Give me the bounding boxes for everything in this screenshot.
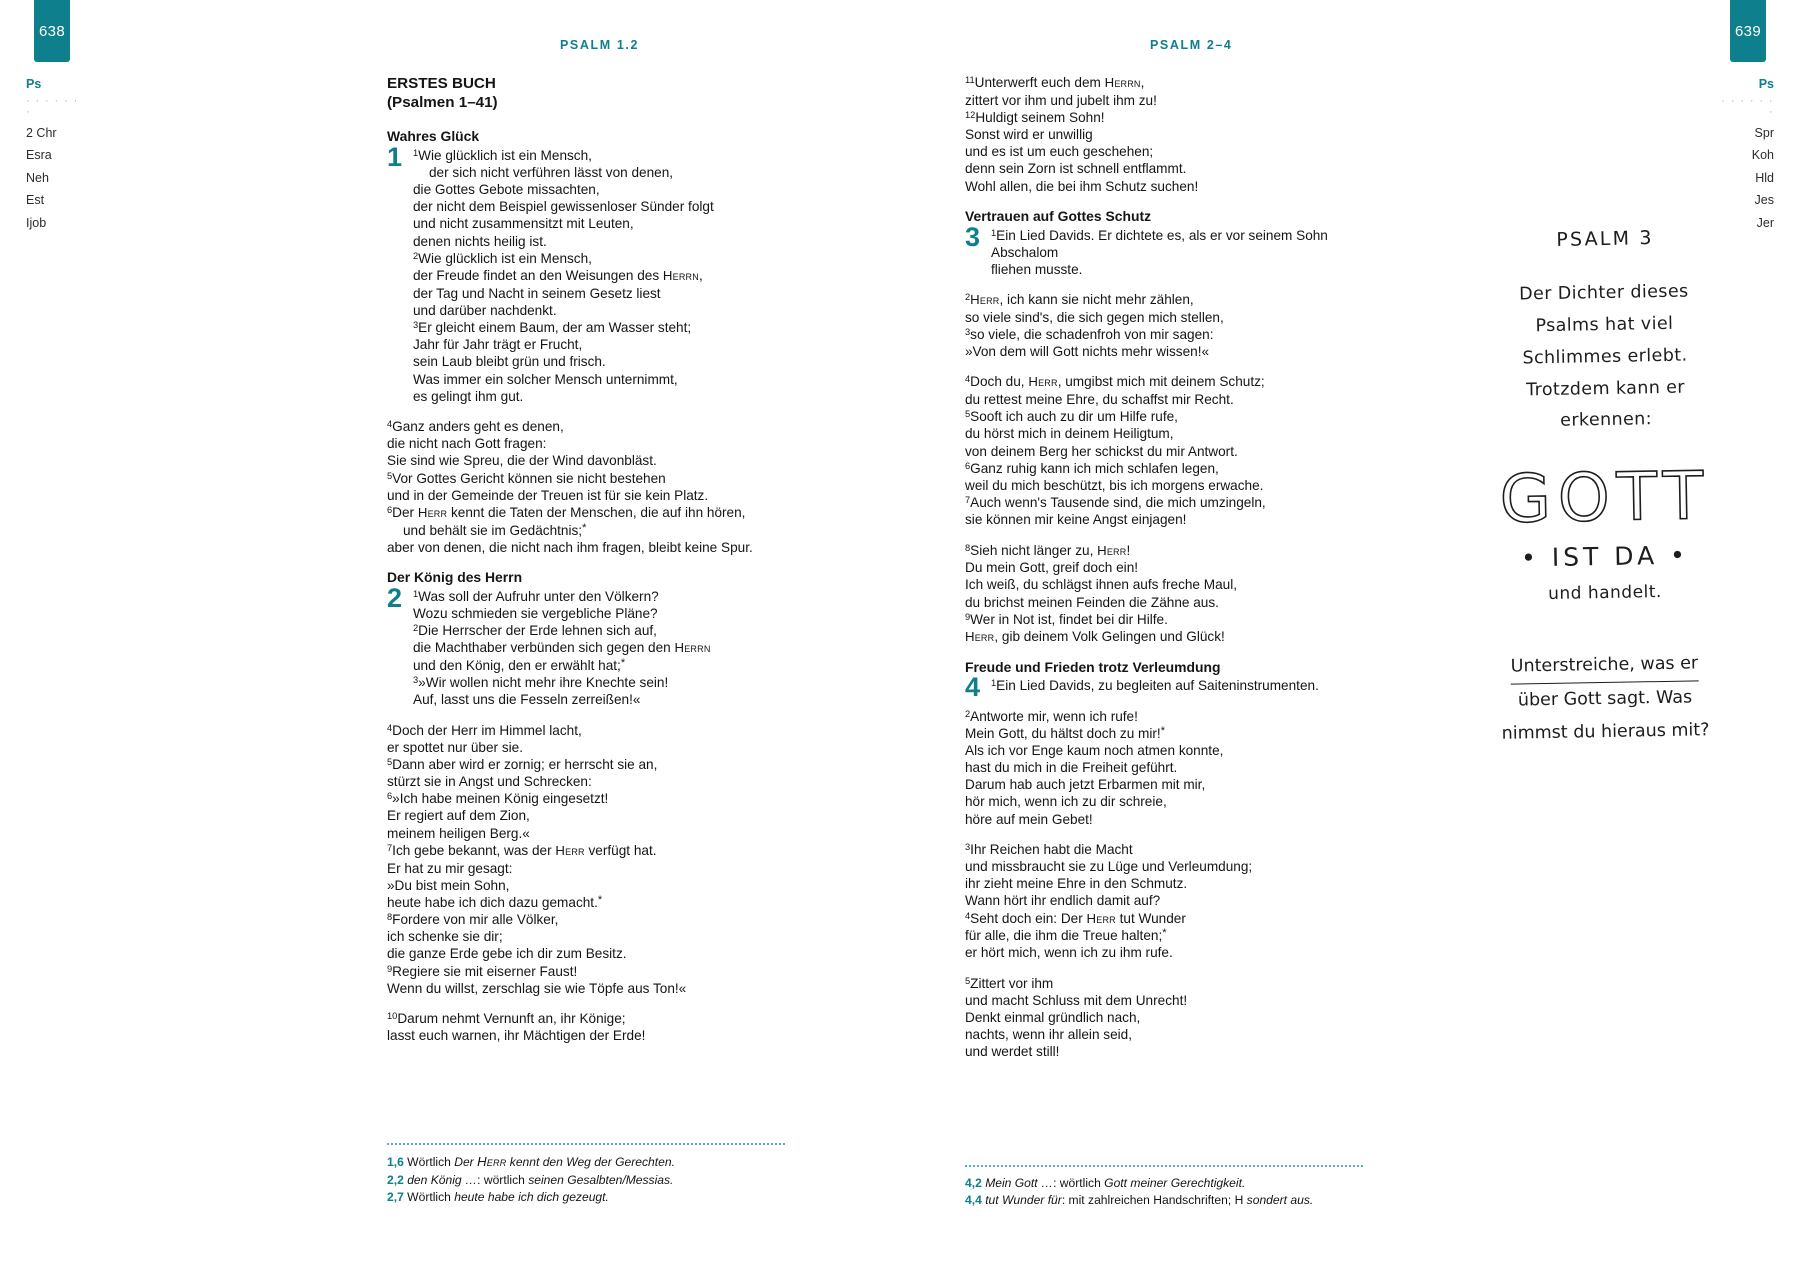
footnote-divider xyxy=(387,1143,785,1145)
verse-line: $^3$so viele, die schadenfroh von mir sagen: xyxy=(965,326,1214,342)
verse-line: er spottet nur über sie. xyxy=(387,739,524,755)
verse-line: Darum hab auch jetzt Erbarmen mit mir, xyxy=(965,777,1206,793)
verse-line: Ich weiß, du schlägst ihnen aufs freche Maul, xyxy=(965,577,1238,593)
book-index-current-right: Ps xyxy=(1758,77,1774,91)
verse-line: $^6$Der Herr kennt die Taten der Menschen, die auf ihn hören, xyxy=(387,504,746,520)
verse-line: $^3$»Wir wollen nicht mehr ihre Knechte sein! xyxy=(413,675,669,691)
verse-line: die Machthaber verbünden sich gegen den Herrn xyxy=(413,640,711,656)
side-note-question-underlined: Unterstreiche, was er xyxy=(1510,648,1698,686)
verse-line: du hörst mich in deinem Heiligtum, xyxy=(965,426,1174,442)
page-number-tab-left xyxy=(34,0,70,62)
verse-line: denn sein Zorn ist schnell entflammt. xyxy=(965,161,1187,177)
verse-group xyxy=(413,147,785,405)
book-index-item[interactable]: Spr xyxy=(1754,125,1774,140)
footnote-ref: 1,6 xyxy=(387,1155,404,1169)
verse-line: zittert vor ihm und jubelt ihm zu! xyxy=(965,92,1157,108)
verse-line: fliehen musste. xyxy=(991,261,1083,277)
verse-line: $^9$Wer in Not ist, findet bei dir Hilfe. xyxy=(965,611,1168,627)
text-column-left xyxy=(387,74,785,1044)
footnote-ref: 4,4 xyxy=(965,1193,982,1208)
book-index-item[interactable]: Jes xyxy=(1754,193,1774,207)
side-note-question xyxy=(1479,647,1731,750)
side-note-line: Schlimmes erlebt. xyxy=(1522,345,1688,369)
verse-line: du brichst meinen Feinden die Zähne aus. xyxy=(965,594,1219,610)
side-note-body xyxy=(1479,276,1732,440)
verse-line: $^9$Regiere sie mit eiserner Faust! xyxy=(387,963,578,979)
book-index-item[interactable]: Esra xyxy=(26,148,52,162)
verse-line: Herr, gib deinem Volk Gelingen und Glück! xyxy=(965,628,1225,644)
verse-line: und missbraucht sie zu Lüge und Verleumdung; xyxy=(965,859,1253,874)
footnote-ref: 4,2 xyxy=(965,1176,982,1190)
verse-line: Als ich vor Enge kaum noch atmen konnte, xyxy=(965,742,1224,758)
psalm-1-block xyxy=(387,141,785,405)
footnote-ref: 2,2 xyxy=(387,1172,404,1187)
book-title-line1: ERSTES BUCH xyxy=(387,75,496,92)
running-head-left: PSALM 1.2 xyxy=(560,38,639,52)
verse-line: $^{12}$Huldigt seinem Sohn! xyxy=(965,109,1105,125)
verse-line: Auf, lasst uns die Fesseln zerreißen!« xyxy=(413,692,641,708)
verse-line: der Tag und Nacht in seinem Gesetz liest xyxy=(413,285,661,301)
verse-group xyxy=(387,1010,785,1044)
verse-line: und macht Schluss mit dem Unrecht! xyxy=(965,992,1188,1008)
verse-line: die ganze Erde gebe ich dir zum Besitz. xyxy=(387,946,627,962)
verse-line: $^1$Was soll der Aufruhr unter den Völkern? xyxy=(413,588,659,604)
verse-line: $^4$Doch du, Herr, umgibst mich mit deinem Schutz; xyxy=(965,374,1265,390)
footnote-list-left xyxy=(387,1153,785,1206)
verse-line: Sonst wird er unwillig xyxy=(965,127,1093,143)
verse-line: $^3$Er gleicht einem Baum, der am Wasser steht; xyxy=(413,320,692,336)
verse-line: Was immer ein solcher Mensch unternimmt, xyxy=(413,371,678,387)
verse-line: der sich nicht verführen lässt von denen, xyxy=(429,164,674,180)
psalm-number: 1 xyxy=(387,141,403,172)
verse-line: ihr zieht meine Ehre in den Schmutz. xyxy=(965,876,1188,892)
verse-line: $^8$Fordere von mir alle Völker, xyxy=(387,912,559,928)
verse-line: Du mein Gott, greif doch ein! xyxy=(965,560,1139,576)
psalm-4-block xyxy=(965,672,1363,703)
verse-line: Er hat zu mir gesagt: xyxy=(387,860,513,876)
side-note-subheadline: • IST DA • xyxy=(1520,540,1690,573)
book-index-item[interactable]: Koh xyxy=(1751,148,1774,162)
footnotes-left xyxy=(387,1143,785,1206)
book-index-left xyxy=(26,78,80,239)
verse-line: $^2$Wie glücklich ist ein Mensch, xyxy=(413,250,592,266)
footnote: 4,4 tut Wunder für: mit zahlreichen Handschriften; H sondert aus. xyxy=(965,1193,1314,1208)
verse-line: Er regiert auf dem Zion, xyxy=(387,808,530,824)
verse-group xyxy=(965,841,1363,962)
running-head-right: PSALM 2–4 xyxy=(1150,38,1233,52)
verse-line: der Freude findet an den Weisungen des Herrn, xyxy=(413,268,703,283)
book-index-item[interactable]: Hld xyxy=(1755,170,1774,185)
verse-line: $^4$Ganz anders geht es denen, xyxy=(387,419,564,434)
verse-line: und behält sie im Gedächtnis;* xyxy=(403,521,587,538)
book-index-item[interactable]: 2 Chr xyxy=(26,125,57,140)
footnote: 1,6 Wörtlich Der Herr kennt den Weg der Gerechten. xyxy=(387,1154,675,1169)
side-note-line: Trotzdem kann er xyxy=(1525,377,1686,400)
verse-line: du rettest meine Ehre, du schaffst mir Recht. xyxy=(965,392,1234,407)
verse-line: für alle, die ihm die Treue halten;* xyxy=(965,927,1167,944)
verse-line: meinem heiligen Berg.« xyxy=(387,825,530,841)
verse-line: von deinem Berg her schickst du mir Antwort. xyxy=(965,443,1238,459)
verse-group xyxy=(387,722,785,998)
verse-line: $^2$Herr, ich kann sie nicht mehr zählen, xyxy=(965,292,1194,308)
verse-line: Mein Gott, du hältst doch zu mir!* xyxy=(965,724,1165,741)
side-note-line: Psalms hat viel xyxy=(1535,313,1674,337)
verse-line: denen nichts heilig ist. xyxy=(413,233,547,249)
side-note-question-line: über Gott sagt. Was xyxy=(1517,688,1693,712)
book-index-item[interactable]: Jer xyxy=(1756,215,1774,230)
psalm-number: 2 xyxy=(387,582,403,613)
verse-line: stürzt sie in Angst und Schrecken: xyxy=(387,774,592,790)
verse-line: nachts, wenn ihr allein seid, xyxy=(965,1027,1132,1043)
verse-line: $^8$Sieh nicht länger zu, Herr! xyxy=(965,542,1131,558)
verse-line: die nicht nach Gott fragen: xyxy=(387,436,547,452)
verse-group xyxy=(991,677,1363,694)
verse-line: $^4$Seht doch ein: Der Herr tut Wunder xyxy=(965,910,1186,926)
rail-dots-left: · · · · · · · xyxy=(26,94,79,118)
verse-line: und werdet still! xyxy=(965,1044,1060,1060)
book-title xyxy=(387,74,785,112)
verse-line: $^5$Vor Gottes Gericht können sie nicht bestehen xyxy=(387,470,666,486)
verse-line: Wohl allen, die bei ihm Schutz suchen! xyxy=(965,178,1199,194)
verse-line: Wozu schmieden sie vergebliche Pläne? xyxy=(413,605,658,621)
footnote: 2,7 Wörtlich heute habe ich dich gezeugt. xyxy=(387,1189,609,1204)
book-index-item[interactable]: Neh xyxy=(26,170,49,185)
verse-group xyxy=(991,227,1363,279)
book-index-item[interactable]: Ijob xyxy=(26,215,47,230)
footnote-ref: 2,7 xyxy=(387,1189,404,1204)
verse-line: und es ist um euch geschehen; xyxy=(965,144,1154,160)
verse-line: $^1$Wie glücklich ist ein Mensch, xyxy=(413,147,592,163)
verse-line: aber von denen, die nicht nach ihm fragen, bleibt keine Spur. xyxy=(387,539,753,555)
psalm-1-block-2 xyxy=(387,418,785,556)
verse-group xyxy=(965,708,1363,828)
section-heading-wahres-glueck: Wahres Glück xyxy=(387,128,480,144)
rail-dots-right: · · · · · · · xyxy=(1721,94,1774,118)
verse-group xyxy=(965,373,1363,528)
verse-line: hast du mich in die Freiheit geführt. xyxy=(965,760,1178,776)
verse-line: und in der Gemeinde der Treuen ist für sie kein Platz. xyxy=(387,487,709,503)
side-note-question-line: nimmst du hieraus mit? xyxy=(1501,720,1710,744)
verse-line: und den König, den er erwählt hat;* xyxy=(413,656,626,673)
verse-line: $^{11}$Unterwerft euch dem Herrn, xyxy=(965,75,1145,90)
verse-line: Wann hört ihr endlich damit auf? xyxy=(965,893,1161,909)
verse-line: $^1$Ein Lied Davids. Er dichtete es, als er vor seinem Sohn Abschalom xyxy=(991,227,1331,260)
verse-line: $^4$Doch der Herr im Himmel lacht, xyxy=(387,722,582,738)
verse-line: $^7$Auch wenn's Tausende sind, die mich umzingeln, xyxy=(965,495,1266,511)
psalm-number: 3 xyxy=(965,221,981,252)
side-note-line: Der Dichter dieses xyxy=(1519,281,1689,305)
verse-line: so viele sind's, die sich gegen mich stellen, xyxy=(965,309,1224,325)
verse-group xyxy=(965,542,1363,646)
verse-line: höre auf mein Gebet! xyxy=(965,811,1093,827)
verse-group xyxy=(413,588,785,709)
verse-line: $^7$Ich gebe bekannt, was der Herr verfügt hat. xyxy=(387,842,657,858)
psalm-number: 4 xyxy=(965,672,981,703)
verse-group xyxy=(965,975,1363,1061)
section-heading-der-koenig-des-herrn: Der König des Herrn xyxy=(387,569,523,585)
footnotes-right xyxy=(965,1165,1363,1209)
verse-line: Wenn du willst, zerschlag sie wie Töpfe aus Ton!« xyxy=(387,980,687,996)
text-column-right xyxy=(965,74,1363,1061)
verse-line: ich schenke sie dir; xyxy=(387,929,503,945)
side-note-question-line xyxy=(1479,647,1730,686)
side-note-title: PSALM 3 xyxy=(1556,226,1654,252)
verse-line: und darüber nachdenkt. xyxy=(413,302,557,318)
book-index-right xyxy=(1720,78,1774,239)
verse-line: $^6$Ganz ruhig kann ich mich schlafen legen, xyxy=(965,460,1219,476)
verse-line: er hört mich, wenn ich zu ihm rufe. xyxy=(965,945,1173,961)
section-heading-vertrauen-auf-gottes-schutz: Vertrauen auf Gottes Schutz xyxy=(965,207,1152,224)
verse-line: es gelingt ihm gut. xyxy=(413,388,524,404)
verse-group xyxy=(965,291,1363,360)
verse-line: sie können mir keine Angst einjagen! xyxy=(965,512,1187,528)
psalm-3-block xyxy=(965,221,1363,279)
verse-line: der nicht dem Beispiel gewissenloser Sünder folgt xyxy=(413,199,714,215)
section-heading-freude-und-frieden: Freude und Frieden trotz Verleumdung xyxy=(965,658,1221,675)
side-note-line: erkennen: xyxy=(1560,409,1653,432)
side-note-headline: GOTT xyxy=(1499,457,1711,539)
side-note-psalm-3 xyxy=(1480,228,1730,748)
verse-line: lasst euch warnen, ihr Mächtigen der Erde! xyxy=(387,1028,646,1044)
verse-line: sein Laub bleibt grün und frisch. xyxy=(413,354,606,370)
psalm-2-block xyxy=(387,582,785,709)
verse-line: heute habe ich dich dazu gemacht.* xyxy=(387,893,603,910)
verse-line: Denkt einmal gründlich nach, xyxy=(965,1010,1141,1025)
footnote: 2,2 den König …: wörtlich seinen Gesalbten/Messias. xyxy=(387,1172,674,1187)
side-note-tagline: und handelt. xyxy=(1547,582,1663,605)
book-title-line2: (Psalmen 1–41) xyxy=(387,94,498,111)
page-number-left: 638 xyxy=(39,22,65,40)
book-index-item[interactable]: Est xyxy=(26,193,45,207)
book-index-current-left: Ps xyxy=(26,77,42,91)
verse-line: Sie sind wie Spreu, die der Wind davonbläst. xyxy=(387,453,657,469)
verse-line: und nicht zusammensitzt mit Leuten, xyxy=(413,216,634,232)
verse-line: $^2$Die Herrscher der Erde lehnen sich auf, xyxy=(413,623,657,639)
verse-line: $^1$Ein Lied Davids, zu begleiten auf Saiteninstrumenten. xyxy=(991,678,1319,694)
verse-line: $^5$Zittert vor ihm xyxy=(965,975,1054,991)
verse-line: hör mich, wenn ich zu dir schreie, xyxy=(965,794,1167,810)
page-number-tab-right xyxy=(1730,0,1766,62)
page-number-right: 639 xyxy=(1735,22,1761,40)
verse-line: $^6$»Ich habe meinen König eingesetzt! xyxy=(387,791,609,807)
footnote: 4,2 Mein Gott …: wörtlich Gott meiner Gerechtigkeit. xyxy=(965,1176,1246,1190)
verse-line: Jahr für Jahr trägt er Frucht, xyxy=(413,337,583,353)
verse-group xyxy=(965,74,1363,195)
footnote-list-right xyxy=(965,1175,1363,1209)
verse-line: »Von dem will Gott nichts mehr wissen!« xyxy=(965,344,1210,360)
verse-line: $^5$Dann aber wird er zornig; er herrscht sie an, xyxy=(387,756,658,772)
verse-line: $^3$Ihr Reichen habt die Macht xyxy=(965,841,1133,857)
verse-line: weil du mich beschützt, bis ich morgens erwache. xyxy=(965,477,1264,493)
verse-line: $^5$Sooft ich auch zu dir um Hilfe rufe, xyxy=(965,409,1178,425)
verse-group xyxy=(387,418,785,556)
verse-line: »Du bist mein Sohn, xyxy=(387,877,510,893)
verse-line: $^{10}$Darum nehmt Vernunft an, ihr Könige; xyxy=(387,1011,626,1026)
verse-line: die Gottes Gebote missachten, xyxy=(413,182,600,198)
verse-line: $^2$Antworte mir, wenn ich rufe! xyxy=(965,708,1138,724)
footnote-divider xyxy=(965,1165,1363,1167)
